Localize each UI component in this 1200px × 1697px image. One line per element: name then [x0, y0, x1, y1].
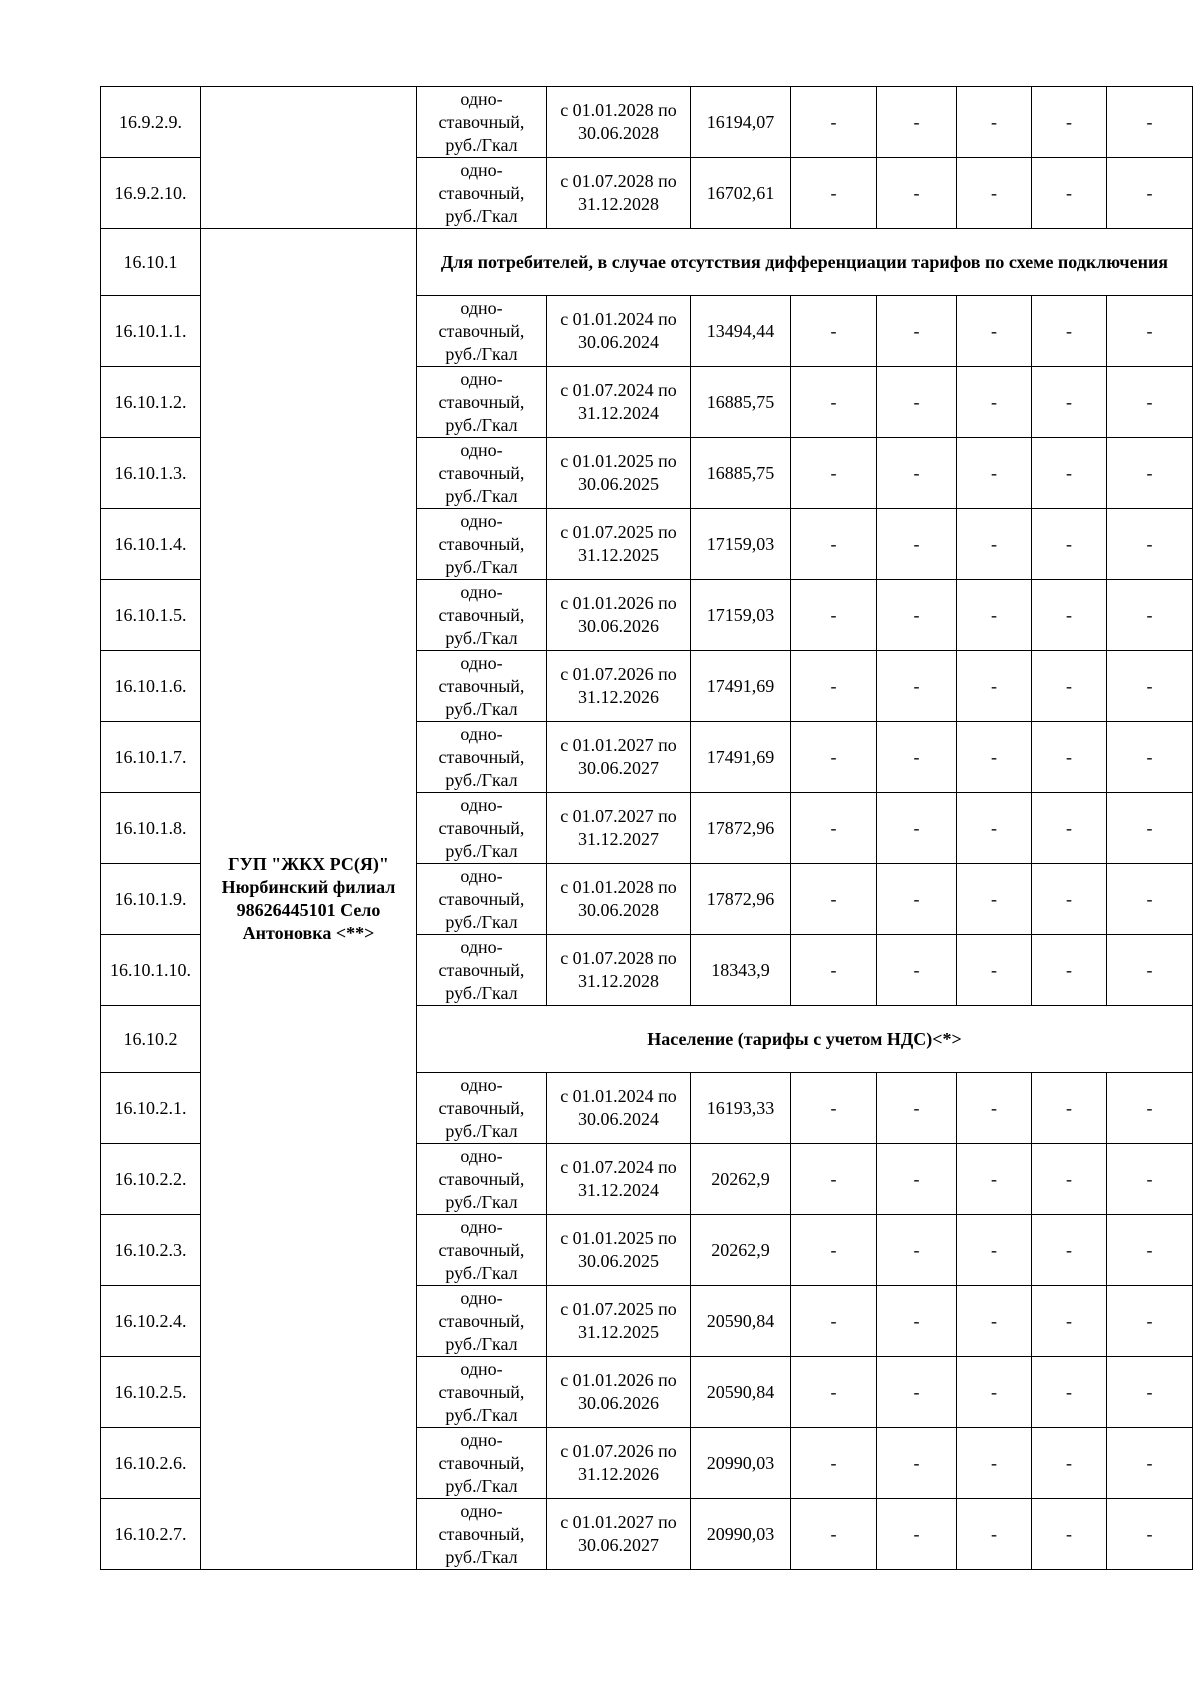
period-cell: с 01.07.2026 по 31.12.2026 [547, 651, 691, 722]
empty-value-cell: - [877, 87, 957, 158]
tariff-value-cell: 16885,75 [691, 438, 791, 509]
empty-value-cell: - [877, 1357, 957, 1428]
row-code-cell: 16.10.1.1. [101, 296, 201, 367]
empty-value-cell: - [877, 722, 957, 793]
period-cell: с 01.07.2025 по 31.12.2025 [547, 1286, 691, 1357]
empty-value-cell: - [1032, 1144, 1107, 1215]
empty-value-cell: - [957, 1499, 1032, 1570]
tariff-value-cell: 20990,03 [691, 1428, 791, 1499]
period-cell: с 01.01.2028 по 30.06.2028 [547, 864, 691, 935]
row-code-cell: 16.9.2.9. [101, 87, 201, 158]
period-cell: с 01.01.2025 по 30.06.2025 [547, 1215, 691, 1286]
empty-value-cell: - [1107, 1499, 1193, 1570]
empty-value-cell: - [877, 651, 957, 722]
empty-value-cell: - [1032, 158, 1107, 229]
empty-value-cell: - [791, 1428, 877, 1499]
row-code-cell: 16.10.1.4. [101, 509, 201, 580]
empty-value-cell: - [1032, 1286, 1107, 1357]
empty-value-cell: - [957, 722, 1032, 793]
period-cell: с 01.01.2024 по 30.06.2024 [547, 1073, 691, 1144]
empty-value-cell: - [1107, 1286, 1193, 1357]
empty-value-cell: - [791, 580, 877, 651]
empty-value-cell: - [791, 296, 877, 367]
empty-organization-cell [201, 87, 417, 229]
tariff-value-cell: 17491,69 [691, 651, 791, 722]
empty-value-cell: - [791, 1073, 877, 1144]
empty-value-cell: - [1107, 296, 1193, 367]
rate-type-cell: одно-ставочный, руб./Гкал [417, 1286, 547, 1357]
period-cell: с 01.01.2024 по 30.06.2024 [547, 296, 691, 367]
empty-value-cell: - [877, 1428, 957, 1499]
period-cell: с 01.01.2027 по 30.06.2027 [547, 1499, 691, 1570]
tariff-value-cell: 17159,03 [691, 509, 791, 580]
row-code-cell: 16.10.1.9. [101, 864, 201, 935]
section-heading-cell: Население (тарифы с учетом НДС)<*> [417, 1006, 1193, 1073]
empty-value-cell: - [957, 158, 1032, 229]
tariff-value-cell: 17872,96 [691, 864, 791, 935]
rate-type-cell: одно-ставочный, руб./Гкал [417, 1499, 547, 1570]
empty-value-cell: - [877, 1286, 957, 1357]
rate-type-cell: одно-ставочный, руб./Гкал [417, 296, 547, 367]
row-code-cell: 16.10.2.1. [101, 1073, 201, 1144]
empty-value-cell: - [877, 509, 957, 580]
row-code-cell: 16.10.1.8. [101, 793, 201, 864]
empty-value-cell: - [957, 296, 1032, 367]
row-code-cell: 16.10.1 [101, 229, 201, 296]
empty-value-cell: - [957, 87, 1032, 158]
period-cell: с 01.01.2028 по 30.06.2028 [547, 87, 691, 158]
period-cell: с 01.01.2027 по 30.06.2027 [547, 722, 691, 793]
empty-value-cell: - [791, 1286, 877, 1357]
empty-value-cell: - [957, 1073, 1032, 1144]
empty-value-cell: - [791, 722, 877, 793]
rate-type-cell: одно-ставочный, руб./Гкал [417, 158, 547, 229]
row-code-cell: 16.10.2.3. [101, 1215, 201, 1286]
empty-value-cell: - [957, 580, 1032, 651]
empty-value-cell: - [791, 864, 877, 935]
rate-type-cell: одно-ставочный, руб./Гкал [417, 651, 547, 722]
row-code-cell: 16.10.2 [101, 1006, 201, 1073]
empty-value-cell: - [1107, 1144, 1193, 1215]
rate-type-cell: одно-ставочный, руб./Гкал [417, 1073, 547, 1144]
row-code-cell: 16.10.1.5. [101, 580, 201, 651]
empty-value-cell: - [791, 1144, 877, 1215]
rate-type-cell: одно-ставочный, руб./Гкал [417, 1428, 547, 1499]
empty-value-cell: - [957, 651, 1032, 722]
rate-type-cell: одно-ставочный, руб./Гкал [417, 722, 547, 793]
empty-value-cell: - [791, 1499, 877, 1570]
rate-type-cell: одно-ставочный, руб./Гкал [417, 1215, 547, 1286]
empty-value-cell: - [957, 935, 1032, 1006]
rate-type-cell: одно-ставочный, руб./Гкал [417, 509, 547, 580]
empty-value-cell: - [957, 367, 1032, 438]
empty-value-cell: - [957, 1215, 1032, 1286]
empty-value-cell: - [877, 1073, 957, 1144]
period-cell: с 01.07.2027 по 31.12.2027 [547, 793, 691, 864]
empty-value-cell: - [877, 296, 957, 367]
empty-value-cell: - [1107, 1357, 1193, 1428]
rate-type-cell: одно-ставочный, руб./Гкал [417, 438, 547, 509]
empty-value-cell: - [1107, 864, 1193, 935]
row-code-cell: 16.10.1.6. [101, 651, 201, 722]
empty-value-cell: - [1107, 580, 1193, 651]
empty-value-cell: - [1032, 438, 1107, 509]
period-cell: с 01.01.2026 по 30.06.2026 [547, 1357, 691, 1428]
empty-value-cell: - [1107, 1073, 1193, 1144]
tariff-value-cell: 16193,33 [691, 1073, 791, 1144]
period-cell: с 01.07.2024 по 31.12.2024 [547, 367, 691, 438]
row-code-cell: 16.10.1.3. [101, 438, 201, 509]
tariff-table-body [101, 87, 1193, 1570]
empty-value-cell: - [791, 509, 877, 580]
empty-value-cell: - [791, 158, 877, 229]
tariff-value-cell: 20990,03 [691, 1499, 791, 1570]
tariff-value-cell: 20262,9 [691, 1144, 791, 1215]
row-code-cell: 16.10.2.5. [101, 1357, 201, 1428]
tariff-table [100, 86, 1193, 1570]
rate-type-cell: одно-ставочный, руб./Гкал [417, 87, 547, 158]
section-row [101, 229, 1193, 296]
empty-value-cell: - [791, 87, 877, 158]
row-code-cell: 16.10.2.4. [101, 1286, 201, 1357]
period-cell: с 01.07.2025 по 31.12.2025 [547, 509, 691, 580]
empty-value-cell: - [791, 935, 877, 1006]
empty-value-cell: - [1032, 935, 1107, 1006]
empty-value-cell: - [1032, 1073, 1107, 1144]
empty-value-cell: - [1107, 793, 1193, 864]
empty-value-cell: - [791, 651, 877, 722]
tariff-value-cell: 13494,44 [691, 296, 791, 367]
tariff-value-cell: 16885,75 [691, 367, 791, 438]
empty-value-cell: - [1032, 367, 1107, 438]
rate-type-cell: одно-ставочный, руб./Гкал [417, 1144, 547, 1215]
empty-value-cell: - [791, 1215, 877, 1286]
rate-type-cell: одно-ставочный, руб./Гкал [417, 367, 547, 438]
empty-value-cell: - [791, 438, 877, 509]
empty-value-cell: - [1107, 438, 1193, 509]
empty-value-cell: - [957, 1286, 1032, 1357]
empty-value-cell: - [1032, 793, 1107, 864]
rate-type-cell: одно-ставочный, руб./Гкал [417, 864, 547, 935]
empty-value-cell: - [877, 1499, 957, 1570]
empty-value-cell: - [1107, 158, 1193, 229]
empty-value-cell: - [1032, 722, 1107, 793]
empty-value-cell: - [957, 1428, 1032, 1499]
organization-cell: ГУП "ЖКХ РС(Я)" Нюрбинский филиал 98626445101 Село Антоновка <**> [201, 229, 417, 1570]
empty-value-cell: - [1032, 1499, 1107, 1570]
table-row [101, 87, 1193, 158]
row-code-cell: 16.10.2.7. [101, 1499, 201, 1570]
empty-value-cell: - [877, 793, 957, 864]
period-cell: с 01.01.2026 по 30.06.2026 [547, 580, 691, 651]
tariff-value-cell: 18343,9 [691, 935, 791, 1006]
row-code-cell: 16.10.2.6. [101, 1428, 201, 1499]
row-code-cell: 16.10.1.2. [101, 367, 201, 438]
period-cell: с 01.07.2028 по 31.12.2028 [547, 158, 691, 229]
empty-value-cell: - [791, 793, 877, 864]
empty-value-cell: - [1032, 864, 1107, 935]
empty-value-cell: - [1107, 935, 1193, 1006]
tariff-value-cell: 17159,03 [691, 580, 791, 651]
empty-value-cell: - [791, 367, 877, 438]
empty-value-cell: - [1032, 580, 1107, 651]
row-code-cell: 16.10.2.2. [101, 1144, 201, 1215]
empty-value-cell: - [1032, 509, 1107, 580]
empty-value-cell: - [957, 864, 1032, 935]
tariff-value-cell: 16702,61 [691, 158, 791, 229]
period-cell: с 01.07.2026 по 31.12.2026 [547, 1428, 691, 1499]
period-cell: с 01.07.2024 по 31.12.2024 [547, 1144, 691, 1215]
tariff-value-cell: 17491,69 [691, 722, 791, 793]
empty-value-cell: - [1107, 722, 1193, 793]
tariff-value-cell: 20590,84 [691, 1286, 791, 1357]
rate-type-cell: одно-ставочный, руб./Гкал [417, 935, 547, 1006]
period-cell: с 01.07.2028 по 31.12.2028 [547, 935, 691, 1006]
period-cell: с 01.01.2025 по 30.06.2025 [547, 438, 691, 509]
tariff-value-cell: 20262,9 [691, 1215, 791, 1286]
row-code-cell: 16.10.1.10. [101, 935, 201, 1006]
rate-type-cell: одно-ставочный, руб./Гкал [417, 1357, 547, 1428]
empty-value-cell: - [1032, 651, 1107, 722]
rate-type-cell: одно-ставочный, руб./Гкал [417, 580, 547, 651]
empty-value-cell: - [1032, 296, 1107, 367]
empty-value-cell: - [1032, 1357, 1107, 1428]
empty-value-cell: - [1107, 367, 1193, 438]
empty-value-cell: - [1107, 509, 1193, 580]
empty-value-cell: - [877, 1144, 957, 1215]
empty-value-cell: - [877, 935, 957, 1006]
empty-value-cell: - [957, 793, 1032, 864]
empty-value-cell: - [1032, 87, 1107, 158]
empty-value-cell: - [877, 1215, 957, 1286]
tariff-value-cell: 17872,96 [691, 793, 791, 864]
empty-value-cell: - [877, 367, 957, 438]
empty-value-cell: - [957, 509, 1032, 580]
rate-type-cell: одно-ставочный, руб./Гкал [417, 793, 547, 864]
empty-value-cell: - [957, 438, 1032, 509]
empty-value-cell: - [877, 864, 957, 935]
empty-value-cell: - [957, 1144, 1032, 1215]
empty-value-cell: - [877, 158, 957, 229]
tariff-value-cell: 20590,84 [691, 1357, 791, 1428]
empty-value-cell: - [877, 580, 957, 651]
empty-value-cell: - [957, 1357, 1032, 1428]
row-code-cell: 16.9.2.10. [101, 158, 201, 229]
tariff-value-cell: 16194,07 [691, 87, 791, 158]
empty-value-cell: - [1107, 1215, 1193, 1286]
row-code-cell: 16.10.1.7. [101, 722, 201, 793]
empty-value-cell: - [791, 1357, 877, 1428]
empty-value-cell: - [1107, 651, 1193, 722]
empty-value-cell: - [1032, 1215, 1107, 1286]
section-heading-cell: Для потребителей, в случае отсутствия дифференциации тарифов по схеме подключения [417, 229, 1193, 296]
empty-value-cell: - [1107, 1428, 1193, 1499]
empty-value-cell: - [1107, 87, 1193, 158]
empty-value-cell: - [1032, 1428, 1107, 1499]
empty-value-cell: - [877, 438, 957, 509]
